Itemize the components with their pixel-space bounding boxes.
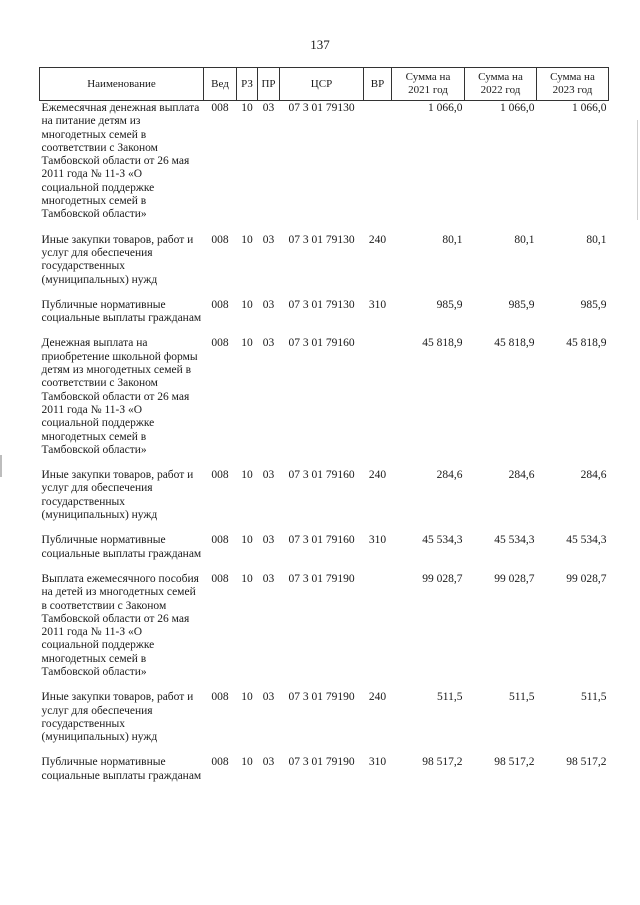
budget-table <box>39 67 609 789</box>
row-pr: 03 <box>262 298 275 311</box>
header-vr: ВР <box>364 68 392 101</box>
row-name: Выплата ежемесячного пособия на детей из многодетных семей в соответствии с Законом Тамбовской области от 26 мая 2011 года № 11-З «О социальной поддержке многодетных семей в Тамбовской области» <box>41 572 199 678</box>
header-sum-2023: Сумма на 2023 год <box>537 68 609 101</box>
table-row <box>40 750 609 789</box>
header-name: Наименование <box>40 68 204 101</box>
row-vr: 240 <box>368 469 387 482</box>
row-rz: 10 <box>241 337 253 350</box>
row-vr <box>364 101 392 228</box>
row-vr: 310 <box>368 534 387 547</box>
row-sum-2022: 98 517,2 <box>494 756 535 769</box>
table-row <box>40 567 609 685</box>
row-ved: 008 <box>211 337 229 350</box>
row-pr: 03 <box>262 102 275 114</box>
row-sum-2023: 45 818,9 <box>566 337 607 350</box>
row-name: Иные закупки товаров, работ и услуг для обеспечения государственных (муниципальных) нужд <box>41 233 194 286</box>
row-ved: 008 <box>211 102 229 114</box>
row-sum-2022: 45 818,9 <box>494 337 535 350</box>
row-rz: 10 <box>241 102 253 114</box>
table-row <box>40 331 609 463</box>
row-sum-2021: 45 534,3 <box>422 534 463 547</box>
row-csr: 07 3 01 79190 <box>288 756 355 769</box>
row-rz: 10 <box>241 233 253 246</box>
row-sum-2023: 1 066,0 <box>572 102 607 114</box>
row-sum-2023: 45 534,3 <box>566 534 607 547</box>
row-name: Денежная выплата на приобретение школьной формы детям из многодетных семей в соответствии с Законом Тамбовской области от 26 мая 2011 года № 11-З «О социальной поддержке многодетных семей в Тамбовской области» <box>41 337 198 456</box>
row-rz: 10 <box>241 469 253 482</box>
row-name: Иные закупки товаров, работ и услуг для обеспечения государственных (муниципальных) нужд <box>41 691 194 744</box>
row-sum-2021: 284,6 <box>436 469 463 482</box>
header-pr: ПР <box>258 68 280 101</box>
table-row <box>40 228 609 293</box>
row-rz: 10 <box>241 572 253 585</box>
header-ved: Вед <box>204 68 237 101</box>
row-ved: 008 <box>211 298 229 311</box>
row-csr: 07 3 01 79160 <box>288 337 355 350</box>
row-csr: 07 3 01 79160 <box>288 469 355 482</box>
table-row <box>40 293 609 332</box>
row-vr: 310 <box>368 298 387 311</box>
header-sum-2022: Сумма на 2022 год <box>465 68 537 101</box>
row-sum-2023: 284,6 <box>580 469 607 482</box>
scan-edge-mark <box>0 455 2 477</box>
row-csr: 07 3 01 79130 <box>288 102 355 114</box>
header-sum-2021: Сумма на 2021 год <box>392 68 465 101</box>
row-rz: 10 <box>241 534 253 547</box>
row-sum-2023: 511,5 <box>581 691 607 704</box>
row-ved: 008 <box>211 233 229 246</box>
row-sum-2021: 511,5 <box>437 691 463 704</box>
header-csr: ЦСР <box>280 68 364 101</box>
row-sum-2023: 80,1 <box>586 233 607 246</box>
row-sum-2021: 80,1 <box>442 233 463 246</box>
row-rz: 10 <box>241 691 253 704</box>
row-sum-2022: 80,1 <box>514 233 535 246</box>
row-pr: 03 <box>262 534 275 547</box>
row-name: Иные закупки товаров, работ и услуг для обеспечения государственных (муниципальных) нужд <box>41 469 194 522</box>
row-vr: 240 <box>368 233 387 246</box>
row-pr: 03 <box>262 572 275 585</box>
table-row <box>40 101 609 228</box>
row-sum-2021: 985,9 <box>436 298 463 311</box>
row-sum-2022: 284,6 <box>508 469 535 482</box>
row-name: Публичные нормативные социальные выплаты гражданам <box>41 534 202 560</box>
row-sum-2023: 99 028,7 <box>566 572 607 585</box>
row-pr: 03 <box>262 691 275 704</box>
header-rz: РЗ <box>237 68 258 101</box>
row-sum-2021: 99 028,7 <box>422 572 463 585</box>
table-header-row <box>40 68 609 101</box>
row-name: Публичные нормативные социальные выплаты гражданам <box>41 756 202 782</box>
row-vr <box>364 331 392 463</box>
row-sum-2021: 98 517,2 <box>422 756 463 769</box>
row-sum-2023: 98 517,2 <box>566 756 607 769</box>
page-number: 137 <box>310 37 330 52</box>
row-pr: 03 <box>262 233 275 246</box>
row-pr: 03 <box>262 756 275 769</box>
row-sum-2023: 985,9 <box>580 298 607 311</box>
row-sum-2022: 99 028,7 <box>494 572 535 585</box>
row-csr: 07 3 01 79130 <box>288 298 355 311</box>
row-sum-2022: 45 534,3 <box>494 534 535 547</box>
row-csr: 07 3 01 79160 <box>288 534 355 547</box>
row-csr: 07 3 01 79190 <box>288 572 355 585</box>
row-sum-2022: 1 066,0 <box>500 102 535 114</box>
row-csr: 07 3 01 79190 <box>288 691 355 704</box>
row-pr: 03 <box>262 469 275 482</box>
row-pr: 03 <box>262 337 275 350</box>
row-ved: 008 <box>211 469 229 482</box>
row-ved: 008 <box>211 691 229 704</box>
row-ved: 008 <box>211 534 229 547</box>
table-row <box>40 685 609 750</box>
row-ved: 008 <box>211 572 229 585</box>
row-sum-2022: 985,9 <box>508 298 535 311</box>
row-sum-2021: 1 066,0 <box>428 102 463 114</box>
scan-edge-mark-right <box>637 120 638 220</box>
row-name: Ежемесячная денежная выплата на питание детям из многодетных семей в соответствии с Законом Тамбовской области от 26 мая 2011 года № 11-З «О социальной поддержке многодетных семей в Тамбовской области» <box>41 102 200 221</box>
row-sum-2022: 511,5 <box>509 691 535 704</box>
row-vr: 240 <box>368 691 387 704</box>
row-rz: 10 <box>241 298 253 311</box>
row-vr: 310 <box>368 756 387 769</box>
row-rz: 10 <box>241 756 253 769</box>
table-row <box>40 463 609 528</box>
row-sum-2021: 45 818,9 <box>422 337 463 350</box>
row-vr <box>364 567 392 685</box>
row-name: Публичные нормативные социальные выплаты гражданам <box>41 298 202 325</box>
table-row <box>40 528 609 567</box>
row-csr: 07 3 01 79130 <box>288 233 355 246</box>
row-ved: 008 <box>211 756 229 769</box>
